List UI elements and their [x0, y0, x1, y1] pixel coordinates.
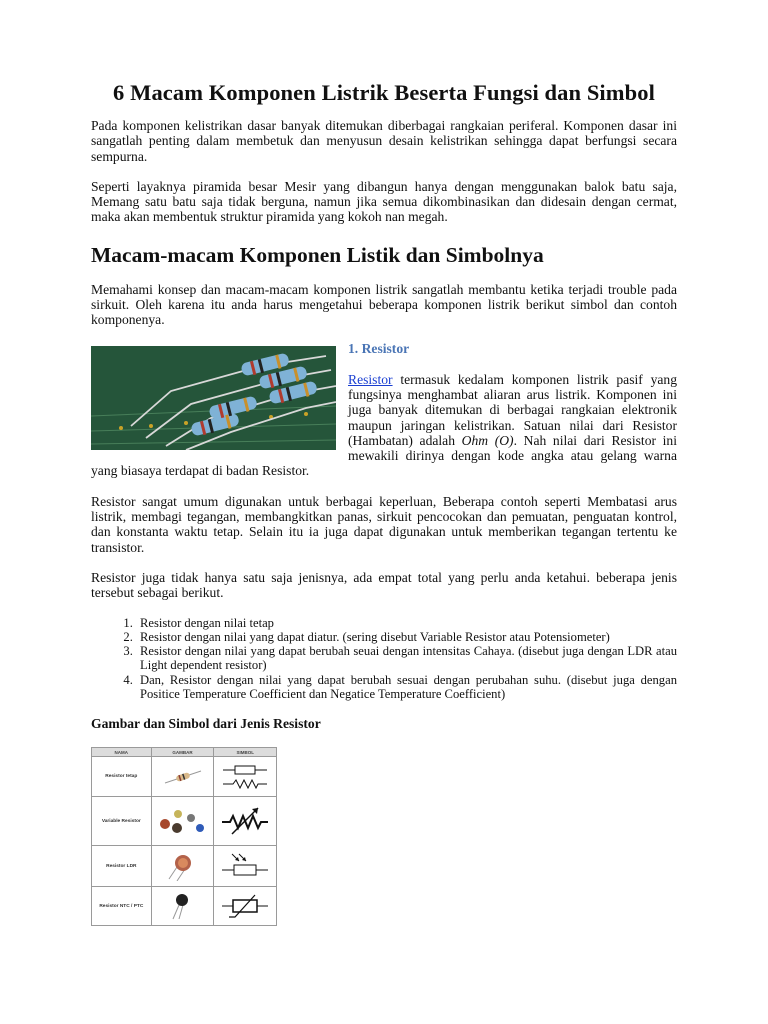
resistor-description-text-2: . Nah nilai dari Resistor ini mewakili dirinya dengan kode angka atau gelang warna yang biasaya terdapat di badan Resistor. — [91, 432, 677, 479]
resistor-photo — [91, 346, 336, 450]
table-row — [92, 757, 277, 797]
table-row — [92, 887, 277, 926]
ldr-picture — [163, 851, 203, 881]
variable-resistor-image — [151, 797, 214, 846]
ldr-symbol — [214, 846, 277, 887]
table-header-cell: NAMA — [92, 748, 152, 757]
resistor-photo-illustration — [91, 346, 336, 450]
resistor-description-text: termasuk kedalam komponen listrik pasif yang fungsinya menghambat aliaran arus listrik. Komponen ini juga banyak ditemukan di berbagai rangkaian elektronik maupun jaringan kelistrikan. Satuan nilai dari Resistor (Hambatan) adalah — [348, 371, 677, 448]
variable-resistor-symbol-drawing — [220, 804, 270, 838]
table-row — [92, 797, 277, 846]
table-header-row — [92, 748, 277, 757]
list-item: 1. Resistor dengan nilai tetap — [136, 616, 677, 630]
section-intro-paragraph: Memahami konsep dan macam-macam komponen listrik sangatlah membantu ketika terjadi trouble pada sirkuit. Oleh karena itu anda harus mengetahui beberapa komponen listrik berikut simbol dan contoh komponenya. — [91, 281, 677, 328]
table-cell-name: Resistor tetap — [92, 757, 152, 797]
intro-paragraph-1: Pada komponen kelistrikan dasar banyak ditemukan diberbagai rangkaian periferal. Komponen dasar ini sangatlah penting dalam membetuk dan menyusun desain kelistrikan sehingga dapat berfungsi secara sempurna. — [91, 118, 677, 164]
thermistor-symbol — [214, 887, 277, 926]
list-item: 2. Resistor dengan nilai yang dapat diatur. (sering disebut Variable Resistor atau Potensiometer) — [136, 630, 677, 644]
fixed-resistor-picture — [163, 767, 203, 787]
variable-resistor-symbol — [214, 797, 277, 846]
resistor-heading: 1. Resistor — [348, 340, 410, 356]
fixed-resistor-symbol — [214, 757, 277, 797]
ldr-symbol-drawing — [220, 850, 270, 882]
fixed-resistor-image — [151, 757, 214, 797]
resistor-link[interactable]: Resistor — [348, 371, 393, 387]
resistor-types-table — [91, 747, 277, 926]
list-item: 3. Resistor dengan nilai yang dapat berubah seuai dengan intensitas Cahaya. (disebut juga dengan LDR atau Light dependent resistor) — [136, 644, 677, 673]
ldr-image — [151, 846, 214, 887]
resistor-types-paragraph: Resistor juga tidak hanya satu saja jenisnya, ada empat total yang perlu anda ketahui. beberapa jenis tersebut sebagai berikut. — [91, 569, 677, 601]
table-header-cell: GAMBAR — [151, 748, 214, 757]
table-cell-name: Variable Resistor — [92, 797, 152, 846]
ohm-unit: Ohm (O) — [461, 432, 514, 448]
variable-resistor-picture — [155, 804, 211, 838]
thermistor-picture — [163, 891, 203, 921]
table-row — [92, 846, 277, 887]
list-item: 4. Dan, Resistor dengan nilai yang dapat berubah sesuai dengan perubahan suhu. (disebut juga dengan Positice Temperature Coefficient dan Negatice Temperature Coefficient) — [136, 673, 677, 702]
resistor-uses-paragraph: Resistor sangat umum digunakan untuk berbagai keperluan, Beberapa contoh seperti Membatasi arus listrik, membagi tegangan, membangkitkan panas, sirkuit pencocokan dan pemuatan, penguatan kontrol, dan konstanta waktu tetap. Selain itu ia juga dapat digunakan untuk memberikan tegangan tertentu ke transistor. — [91, 493, 677, 555]
fixed-resistor-symbol-drawing — [221, 762, 269, 792]
table-cell-name: Resistor LDR — [92, 846, 152, 887]
document-content — [91, 78, 677, 926]
table-cell-name: Resistor NTC / PTC — [92, 887, 152, 926]
thermistor-image — [151, 887, 214, 926]
thermistor-symbol-drawing — [220, 891, 270, 921]
resistor-types-list — [91, 616, 677, 702]
table-header-cell: SIMBOL — [214, 748, 277, 757]
page-title: 6 Macam Komponen Listrik Beserta Fungsi dan Simbol — [113, 80, 655, 105]
table-heading: Gambar dan Simbol dari Jenis Resistor — [91, 716, 321, 732]
section-heading: Macam-macam Komponen Listik dan Simbolnya — [91, 242, 544, 267]
intro-paragraph-2: Seperti layaknya piramida besar Mesir yang dibangun hanya dengan menggunakan balok batu saja, Memang satu batu saja tidak berguna, namun jika semua dikombinasikan dan didesain dengan cermat, maka akan membentuk struktur piramida yang kokoh nan megah. — [91, 178, 677, 225]
resistor-section — [91, 337, 677, 479]
